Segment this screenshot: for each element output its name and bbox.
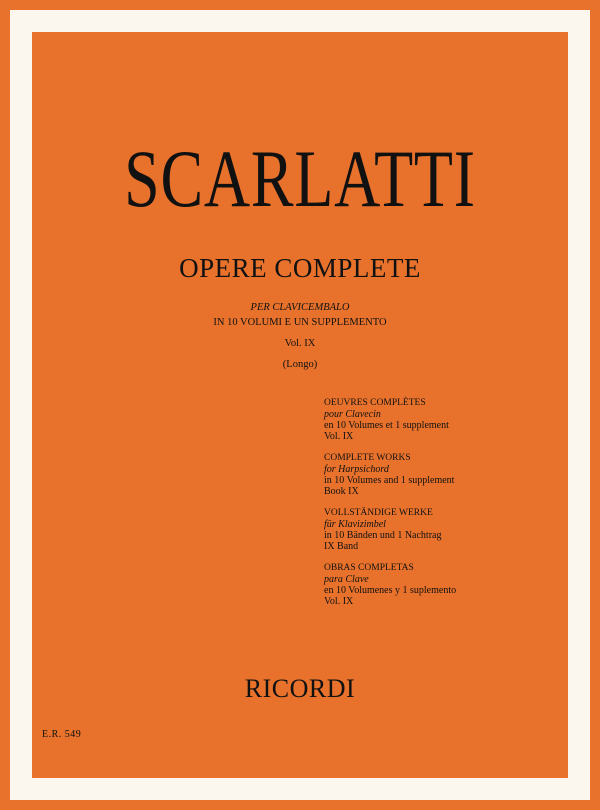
translation-instrument: pour Clavecin	[324, 409, 381, 420]
translation-volume: Book IX	[324, 486, 359, 497]
translation-instrument: for Harpsichord	[324, 464, 389, 475]
translation-title: OEUVRES COMPLÈTES	[324, 398, 426, 408]
translation-volume: Vol. IX	[324, 431, 354, 442]
translation-volumes: in 10 Volumes and 1 supplement	[324, 475, 455, 486]
publisher-name: RICORDI	[244, 674, 356, 703]
composer-title: SCARLATTI	[124, 133, 476, 224]
translation-volumes: in 10 Bänden und 1 Nachtrag	[324, 530, 442, 541]
instrument-line: PER CLAVICEMBALO	[250, 302, 350, 313]
translations-block	[324, 398, 456, 618]
translation-instrument: para Clave	[324, 574, 369, 585]
translation-volume: Vol. IX	[324, 596, 354, 607]
italian-description	[0, 300, 600, 372]
translation-spanish	[324, 563, 456, 607]
volume-number: Vol. IX	[284, 338, 316, 349]
work-subtitle: OPERE COMPLETE	[179, 253, 421, 283]
translation-french	[324, 398, 456, 442]
translation-title: OBRAS COMPLETAS	[324, 563, 414, 573]
translation-english	[324, 453, 456, 497]
translation-volumes: en 10 Volumes et 1 supplement	[324, 420, 449, 431]
translation-volume: IX Band	[324, 541, 359, 552]
catalog-code: E.R. 549	[42, 729, 82, 740]
translation-title: VOLLSTÄNDIGE WERKE	[324, 508, 433, 518]
translation-instrument: für Klavizimbel	[324, 519, 386, 530]
translation-german	[324, 508, 456, 552]
volumes-line: IN 10 VOLUMI E UN SUPPLEMENTO	[213, 317, 387, 328]
translation-title: COMPLETE WORKS	[324, 453, 411, 463]
translation-volumes: en 10 Volumenes y 1 suplemento	[324, 585, 457, 596]
editor-line: (Longo)	[282, 359, 318, 370]
